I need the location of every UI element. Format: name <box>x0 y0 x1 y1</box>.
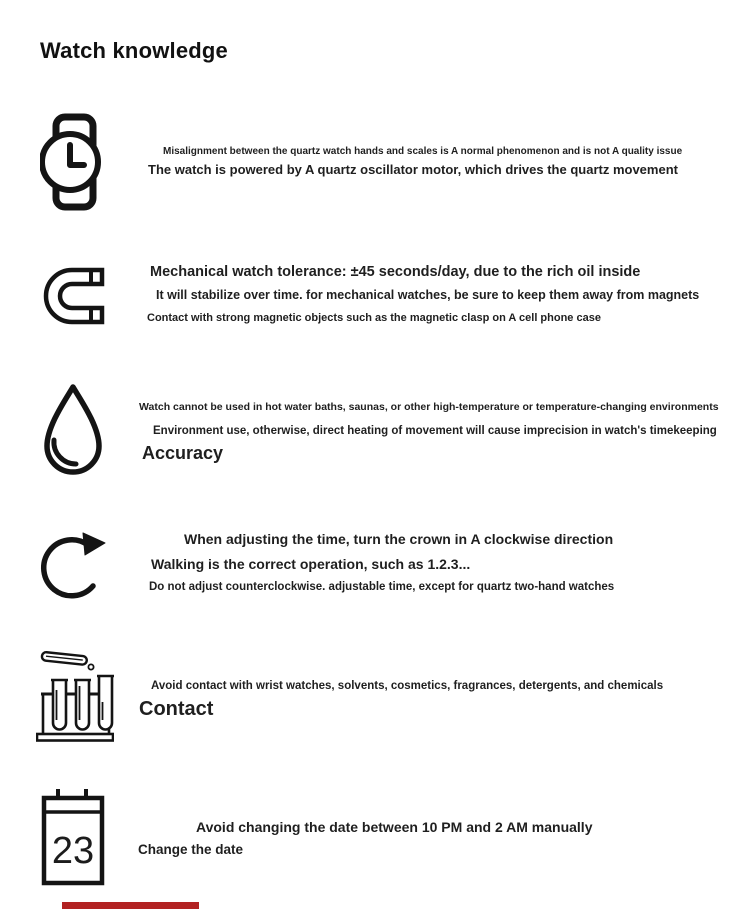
red-accent-bar <box>62 902 199 909</box>
knowledge-line: The watch is powered by A quartz oscillator motor, which drives the quartz movement <box>148 162 678 177</box>
magnet-icon <box>41 265 107 327</box>
knowledge-line: It will stabilize over time. for mechanical watches, be sure to keep them away from magnets <box>156 288 700 302</box>
water-drop-icon <box>39 382 107 482</box>
page-title: Watch knowledge <box>40 38 228 63</box>
knowledge-line: Environment use, otherwise, direct heating of movement will cause imprecision in watch's timekeeping <box>153 425 717 437</box>
knowledge-line: Mechanical watch tolerance: ±45 seconds/day, due to the rich oil inside <box>150 264 641 280</box>
knowledge-line: When adjusting the time, turn the crown in A clockwise direction <box>184 531 614 547</box>
knowledge-line: Change the date <box>138 842 244 857</box>
calendar-icon <box>41 786 105 886</box>
calendar-day-number: 23 <box>51 830 95 872</box>
knowledge-line: Misalignment between the quartz watch hands and scales is A normal phenomenon and is not A quality issue <box>163 146 683 157</box>
knowledge-line: Contact with strong magnetic objects such as the magnetic clasp on A cell phone case <box>147 312 601 324</box>
knowledge-line: Avoid changing the date between 10 PM and 2 AM manually <box>196 819 593 835</box>
knowledge-line: Do not adjust counterclockwise. adjustable time, except for quartz two-hand watches <box>149 581 615 593</box>
knowledge-line: Watch cannot be used in hot water baths, saunas, or other high-temperature or temperature-changing environments <box>139 401 719 413</box>
knowledge-line: Contact <box>139 698 214 720</box>
knowledge-line: Walking is the correct operation, such as 1.2.3... <box>151 556 471 572</box>
knowledge-line: Accuracy <box>142 443 224 463</box>
wrist-watch-icon <box>40 112 104 212</box>
clockwise-arrow-icon <box>37 523 111 607</box>
test-tubes-icon <box>36 646 114 744</box>
knowledge-line: Avoid contact with wrist watches, solvents, cosmetics, fragrances, detergents, and chemicals <box>151 680 664 692</box>
